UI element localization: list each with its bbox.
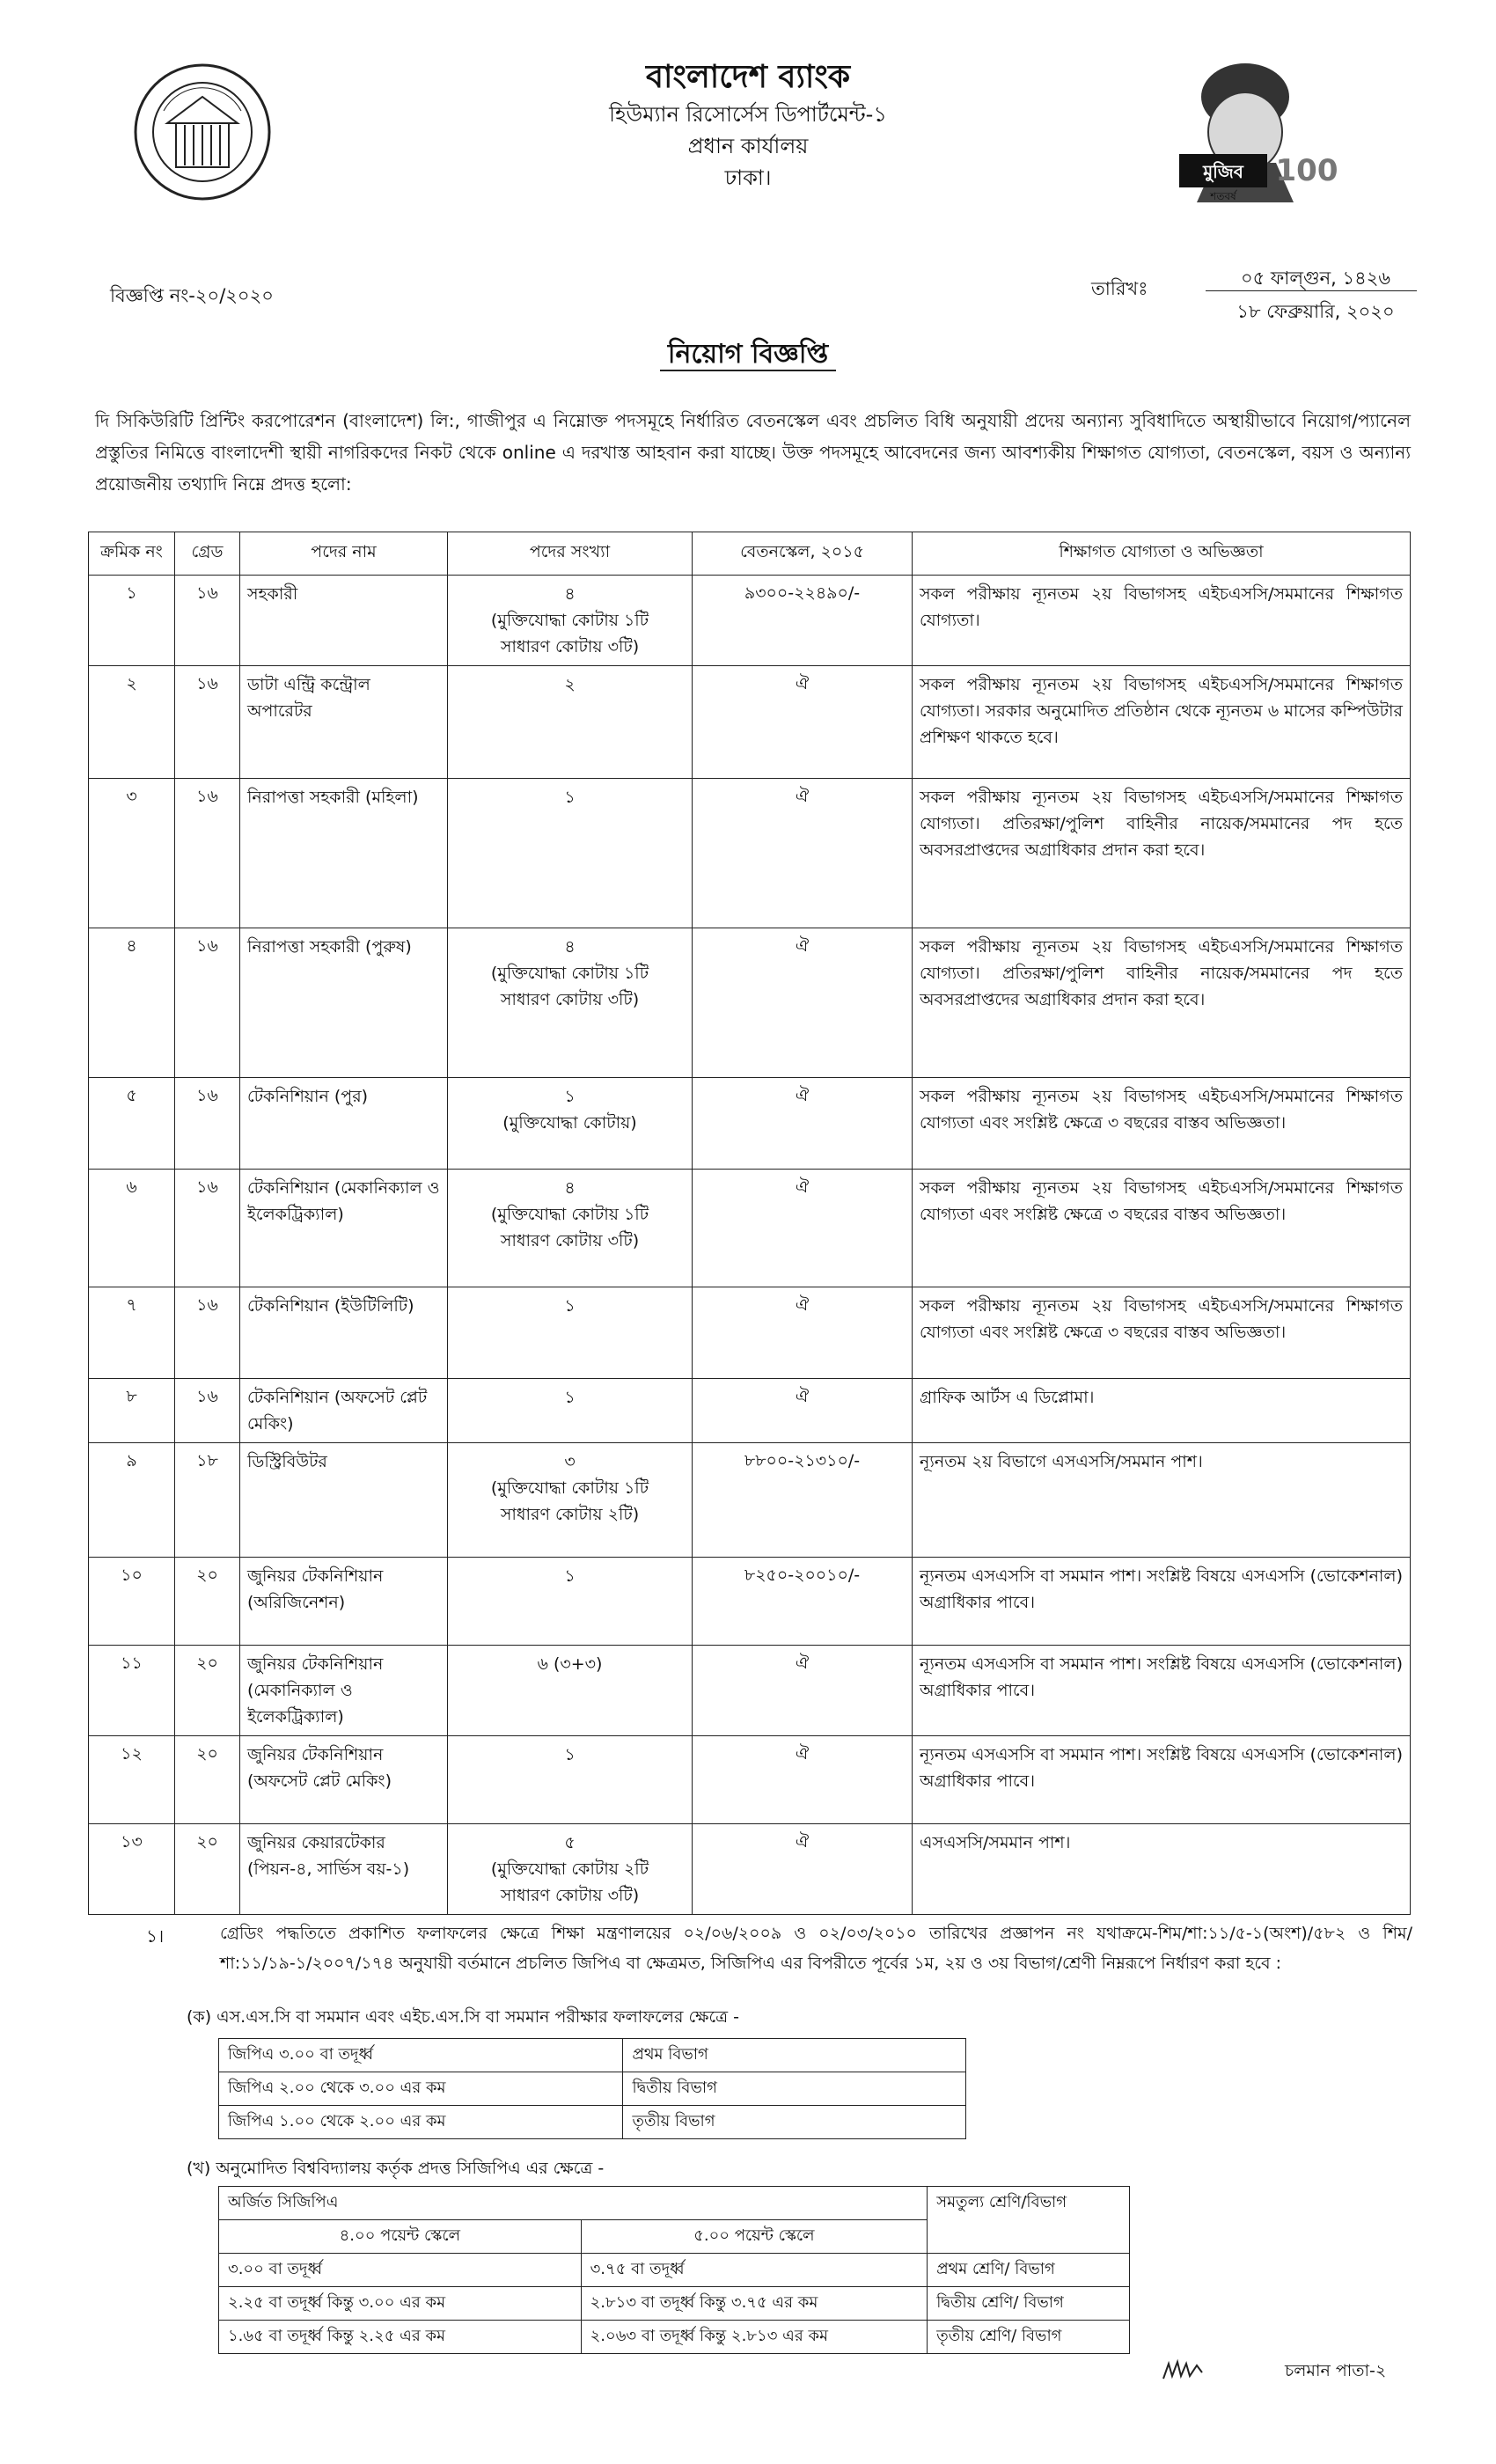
intro-paragraph: দি সিকিউরিটি প্রিন্টিং করপোরেশন (বাংলাদেশ) লি:, গাজীপুর এ নিম্নোক্ত পদসমূহে নির্ধারিত বেতনস্কেল এবং প্রচলিত বিধি অনুযায়ী প্রদেয় অন্যান্য সুবিধাদিতে অস্থায়ীভাবে নিয়োগ/প্যানেল প্রস্তুতির নিমিত্তে বাংলাদেশী স্থায়ী নাগরিকদের নিকট থেকে online এ দরখাস্ত আহবান করা যাচ্ছে। উক্ত পদসমূহে আবেদনের জন্য আবশ্যকীয় শিক্ষাগত যোগ্যতা, বেতনস্কেল, বয়স ও অন্যান্য প্রয়োজনীয় তথ্যাদি নিম্নে প্রদত্ত হলো:	[95, 410, 1411, 495]
cell-count: ৪ (মুক্তিযোদ্ধা কোটায় ১টি সাধারণ কোটায় ৩টি)	[448, 928, 693, 1078]
cell-grade: ১৬	[175, 1170, 240, 1287]
cell-post: ডিস্ট্রিবিউটর	[240, 1443, 448, 1558]
cell-count: ৩ (মুক্তিযোদ্ধা কোটায় ১টি সাধারণ কোটায় ২টি)	[448, 1443, 693, 1558]
gpa-range: জিপিএ ৩.০০ বা তদূর্ধ্ব	[219, 2039, 623, 2072]
cell-serial: ৩	[89, 779, 175, 928]
cgpa-5-scale: ৩.৭৫ বা তদূর্ধ্ব	[581, 2254, 928, 2287]
cell-grade: ২০	[175, 1736, 240, 1824]
cgpa-table	[218, 2186, 1130, 2354]
cgpa-4-scale: ১.৬৫ বা তদূর্ধ্ব কিন্তু ২.২৫ এর কম	[219, 2321, 582, 2354]
office-name: প্রধান কার্যালয়	[687, 134, 809, 158]
cell-grade: ২০	[175, 1646, 240, 1736]
gpa-division: প্রথম বিভাগ	[623, 2039, 966, 2072]
continued-page-note: চলমান পাতা-২	[1285, 2361, 1387, 2380]
cell-count: ৬ (৩+৩)	[448, 1646, 693, 1736]
cell-grade: ১৬	[175, 576, 240, 666]
gpa-range: জিপিএ ১.০০ থেকে ২.০০ এর কম	[219, 2106, 623, 2139]
cell-grade: ১৬	[175, 1287, 240, 1379]
cell-grade: ১৬	[175, 1379, 240, 1443]
col-count: পদের সংখ্যা	[448, 532, 693, 576]
gpa-section-heading: (ক) এস.এস.সি বা সমমান এবং এইচ.এস.সি বা সমমান পরীক্ষার ফলাফলের ক্ষেত্রে -	[187, 2007, 740, 2027]
date-label: তারিখঃ	[1091, 278, 1148, 299]
cell-post: জুনিয়র টেকনিশিয়ান (অরিজিনেশন)	[240, 1558, 448, 1646]
gpa-division: দ্বিতীয় বিভাগ	[623, 2072, 966, 2106]
notice-number: বিজ্ঞপ্তি নং-২০/২০২০	[110, 285, 274, 306]
cell-count: ৪ (মুক্তিযোদ্ধা কোটায় ১টি সাধারণ কোটায় ৩টি)	[448, 1170, 693, 1287]
svg-text:মুজিব: মুজিব	[1203, 161, 1243, 182]
title-underline	[660, 370, 836, 371]
cell-scale: ঐ	[693, 1170, 913, 1287]
col-post: পদের নাম	[240, 532, 448, 576]
note-text: গ্রেডিং পদ্ধতিতে প্রকাশিত ফলাফলের ক্ষেত্রে শিক্ষা মন্ত্রণালয়ের ০২/০৬/২০০৯ ও ০২/০৩/২০১০ তারিখের প্রজ্ঞাপন নং যথাক্রমে-শিম/শা:১১/৫-১(অংশ)/৫৮২ ও শিম/শা:১১/১৯-১/২০০৭/১৭৪ অনুযায়ী বর্তমানে প্রচলিত জিপিএ বা ক্ষেত্রমত, সিজিপিএ এর বিপরীতে পূর্বের ১ম, ২য় ও ৩য় বিভাগ/শ্রেণী নিম্নরূপে নির্ধারণ করা হবে :	[220, 1924, 1412, 1973]
table-header-row	[89, 532, 1411, 576]
gpa-row	[219, 2039, 966, 2072]
date-english: ১৮ ফেব্রুয়ারি, ২০২০	[1236, 301, 1395, 322]
table-row	[89, 1287, 1411, 1379]
cell-qualification: সকল পরীক্ষায় ন্যূনতম ২য় বিভাগসহ এইচএসসি/সমমানের শিক্ষাগত যোগ্যতা এবং সংশ্লিষ্ট ক্ষেত্রে ৩ বছরের বাস্তব অভিজ্ঞতা।	[913, 1287, 1411, 1379]
table-row	[89, 1646, 1411, 1736]
cell-count: ১	[448, 1558, 693, 1646]
cell-qualification: ন্যূনতম এসএসসি বা সমমান পাশ। সংশ্লিষ্ট বিষয়ে এসএসসি (ভোকেশনাল) অগ্রাধিকার পাবে।	[913, 1558, 1411, 1646]
date-divider	[1206, 290, 1417, 291]
cell-grade: ১৬	[175, 1078, 240, 1170]
cgpa-5-scale-header: ৫.০০ পয়েন্ট স্কেলে	[581, 2220, 928, 2254]
cell-qualification: ন্যূনতম ২য় বিভাগে এসএসসি/সমমান পাশ।	[913, 1443, 1411, 1558]
cell-post: টেকনিশিয়ান (ইউটিলিটি)	[240, 1287, 448, 1379]
svg-text:শতবর্ষ: শতবর্ষ	[1210, 190, 1236, 202]
cell-post: জুনিয়র টেকনিশিয়ান (অফসেট প্লেট মেকিং)	[240, 1736, 448, 1824]
cell-scale: ঐ	[693, 1287, 913, 1379]
cell-scale: ঐ	[693, 928, 913, 1078]
cgpa-section-heading: (খ) অনুমোদিত বিশ্ববিদ্যালয় কর্তৃক প্রদত্ত সিজিপিএ এর ক্ষেত্রে -	[187, 2159, 605, 2178]
cell-count: ২	[448, 666, 693, 779]
gpa-row	[219, 2106, 966, 2139]
cell-serial: ১৩	[89, 1824, 175, 1915]
table-row	[89, 1379, 1411, 1443]
cell-post: জুনিয়র টেকনিশিয়ান (মেকানিক্যাল ও ইলেকট্রিক্যাল)	[240, 1646, 448, 1736]
table-row	[89, 1443, 1411, 1558]
cell-scale: ঐ	[693, 779, 913, 928]
cell-qualification: সকল পরীক্ষায় ন্যূনতম ২য় বিভাগসহ এইচএসসি/সমমানের শিক্ষাগত যোগ্যতা। সরকার অনুমোদিত প্রতিষ্ঠান থেকে ন্যূনতম ৬ মাসের কম্পিউটার প্রশিক্ষণ থাকতে হবে।	[913, 666, 1411, 779]
table-row	[89, 1558, 1411, 1646]
gpa-row	[219, 2072, 966, 2106]
job-table	[88, 532, 1411, 1915]
cgpa-class: দ্বিতীয় শ্রেণি/ বিভাগ	[928, 2287, 1130, 2321]
cell-qualification: ন্যূনতম এসএসসি বা সমমান পাশ। সংশ্লিষ্ট বিষয়ে এসএসসি (ভোকেশনাল) অগ্রাধিকার পাবে।	[913, 1646, 1411, 1736]
date-bangla: ০৫ ফাল্গুন, ১৪২৬	[1240, 268, 1391, 289]
cell-qualification: সকল পরীক্ষায় ন্যূনতম ২য় বিভাগসহ এইচএসসি/সমমানের শিক্ষাগত যোগ্যতা এবং সংশ্লিষ্ট ক্ষেত্রে ৩ বছরের বাস্তব অভিজ্ঞতা।	[913, 1078, 1411, 1170]
cell-post: টেকনিশিয়ান (মেকানিক্যাল ও ইলেকট্রিক্যাল)	[240, 1170, 448, 1287]
cell-scale: ঐ	[693, 1078, 913, 1170]
department-name: হিউম্যান রিসোর্সেস ডিপার্টমেন্ট-১	[609, 102, 887, 127]
cgpa-row	[219, 2321, 1130, 2354]
cell-qualification: সকল পরীক্ষায় ন্যূনতম ২য় বিভাগসহ এইচএসসি/সমমানের শিক্ষাগত যোগ্যতা। প্রতিরক্ষা/পুলিশ বাহিনীর নায়েক/সমমানের পদ হতে অবসরপ্রাপ্তদের অগ্রাধিকার প্রদান করা হবে।	[913, 928, 1411, 1078]
cell-post: নিরাপত্তা সহকারী (পুরুষ)	[240, 928, 448, 1078]
gpa-table	[218, 2038, 966, 2139]
page-title: নিয়োগ বিজ্ঞপ্তি	[667, 339, 829, 370]
cell-scale: ঐ	[693, 1736, 913, 1824]
cell-grade: ২০	[175, 1824, 240, 1915]
cell-post: ডাটা এন্ট্রি কন্ট্রোল অপারেটর	[240, 666, 448, 779]
cgpa-4-scale: ২.২৫ বা তদূর্ধ্ব কিন্তু ৩.০০ এর কম	[219, 2287, 582, 2321]
cgpa-5-scale: ২.৮১৩ বা তদূর্ধ্ব কিন্তু ৩.৭৫ এর কম	[581, 2287, 928, 2321]
cgpa-header-row	[219, 2187, 1130, 2220]
cgpa-class: তৃতীয় শ্রেণি/ বিভাগ	[928, 2321, 1130, 2354]
cell-serial: ১২	[89, 1736, 175, 1824]
cell-grade: ১৮	[175, 1443, 240, 1558]
table-row	[89, 1736, 1411, 1824]
cell-count: ১	[448, 1287, 693, 1379]
cgpa-class: প্রথম শ্রেণি/ বিভাগ	[928, 2254, 1130, 2287]
cell-serial: ৮	[89, 1379, 175, 1443]
cell-grade: ১৬	[175, 928, 240, 1078]
cell-serial: ১০	[89, 1558, 175, 1646]
cgpa-row	[219, 2287, 1130, 2321]
cell-count: ১	[448, 1379, 693, 1443]
cell-qualification: সকল পরীক্ষায় ন্যূনতম ২য় বিভাগসহ এইচএসসি/সমমানের শিক্ষাগত যোগ্যতা। প্রতিরক্ষা/পুলিশ বাহিনীর নায়েক/সমমানের পদ হতে অবসরপ্রাপ্তদের অগ্রাধিকার প্রদান করা হবে।	[913, 779, 1411, 928]
cell-post: সহকারী	[240, 576, 448, 666]
org-name: বাংলাদেশ ব্যাংক	[645, 59, 851, 95]
cell-post: জুনিয়র কেয়ারটেকার (পিয়ন-৪, সার্ভিস বয়-১)	[240, 1824, 448, 1915]
city-name: ঢাকা।	[724, 165, 772, 190]
cell-grade: ২০	[175, 1558, 240, 1646]
cell-scale: ৮৮০০-২১৩১০/-	[693, 1443, 913, 1558]
table-row	[89, 779, 1411, 928]
mujib-100-logo	[1162, 48, 1346, 202]
table-row	[89, 1170, 1411, 1287]
cell-serial: ৭	[89, 1287, 175, 1379]
cgpa-5-scale: ২.০৬৩ বা তদূর্ধ্ব কিন্তু ২.৮১৩ এর কম	[581, 2321, 928, 2354]
cgpa-4-scale-header: ৪.০০ পয়েন্ট স্কেলে	[219, 2220, 582, 2254]
gpa-division: তৃতীয় বিভাগ	[623, 2106, 966, 2139]
cgpa-achieved-header: অর্জিত সিজিপিএ	[219, 2187, 928, 2220]
cell-count: ১ (মুক্তিযোদ্ধা কোটায়)	[448, 1078, 693, 1170]
col-serial: ক্রমিক নং	[89, 532, 175, 576]
cell-serial: ১১	[89, 1646, 175, 1736]
cell-scale: ঐ	[693, 1379, 913, 1443]
cell-scale: ঐ	[693, 1646, 913, 1736]
signature-mark	[1162, 2357, 1206, 2383]
cell-serial: ১	[89, 576, 175, 666]
col-grade: গ্রেড	[175, 532, 240, 576]
table-row	[89, 666, 1411, 779]
cell-post: টেকনিশিয়ান (পুর)	[240, 1078, 448, 1170]
cell-serial: ৯	[89, 1443, 175, 1558]
table-row	[89, 576, 1411, 666]
cell-scale: ৯৩০০-২২৪৯০/-	[693, 576, 913, 666]
col-qualification: শিক্ষাগত যোগ্যতা ও অভিজ্ঞতা	[913, 532, 1411, 576]
table-row	[89, 1824, 1411, 1915]
col-scale: বেতনস্কেল, ২০১৫	[693, 532, 913, 576]
cgpa-4-scale: ৩.০০ বা তদূর্ধ্ব	[219, 2254, 582, 2287]
cell-serial: ৬	[89, 1170, 175, 1287]
cell-serial: ৫	[89, 1078, 175, 1170]
cell-post: টেকনিশিয়ান (অফসেট প্লেট মেকিং)	[240, 1379, 448, 1443]
cell-count: ৪ (মুক্তিযোদ্ধা কোটায় ১টি সাধারণ কোটায় ৩টি)	[448, 576, 693, 666]
cell-grade: ১৬	[175, 666, 240, 779]
table-row	[89, 1078, 1411, 1170]
cell-grade: ১৬	[175, 779, 240, 928]
cell-post: নিরাপত্তা সহকারী (মহিলা)	[240, 779, 448, 928]
cell-count: ১	[448, 779, 693, 928]
cgpa-row	[219, 2254, 1130, 2287]
cell-count: ৫ (মুক্তিযোদ্ধা কোটায় ২টি সাধারণ কোটায় ৩টি)	[448, 1824, 693, 1915]
note-number: ১।	[146, 1925, 165, 1947]
cell-serial: ২	[89, 666, 175, 779]
cell-serial: ৪	[89, 928, 175, 1078]
cell-qualification: ন্যূনতম এসএসসি বা সমমান পাশ। সংশ্লিষ্ট বিষয়ে এসএসসি (ভোকেশনাল) অগ্রাধিকার পাবে।	[913, 1736, 1411, 1824]
job-table-body	[89, 576, 1411, 1915]
cell-scale: ঐ	[693, 1824, 913, 1915]
cgpa-equivalent-header: সমতুল্য শ্রেণি/বিভাগ	[928, 2187, 1130, 2254]
cell-qualification: সকল পরীক্ষায় ন্যূনতম ২য় বিভাগসহ এইচএসসি/সমমানের শিক্ষাগত যোগ্যতা।	[913, 576, 1411, 666]
cell-qualification: এসএসসি/সমমান পাশ।	[913, 1824, 1411, 1915]
cell-scale: ঐ	[693, 666, 913, 779]
svg-text:100: 100	[1275, 153, 1338, 188]
cell-count: ১	[448, 1736, 693, 1824]
cell-qualification: গ্রাফিক আর্টস এ ডিপ্লোমা।	[913, 1379, 1411, 1443]
gpa-range: জিপিএ ২.০০ থেকে ৩.০০ এর কম	[219, 2072, 623, 2106]
cell-scale: ৮২৫০-২০০১০/-	[693, 1558, 913, 1646]
cell-qualification: সকল পরীক্ষায় ন্যূনতম ২য় বিভাগসহ এইচএসসি/সমমানের শিক্ষাগত যোগ্যতা এবং সংশ্লিষ্ট ক্ষেত্রে ৩ বছরের বাস্তব অভিজ্ঞতা।	[913, 1170, 1411, 1287]
table-row	[89, 928, 1411, 1078]
